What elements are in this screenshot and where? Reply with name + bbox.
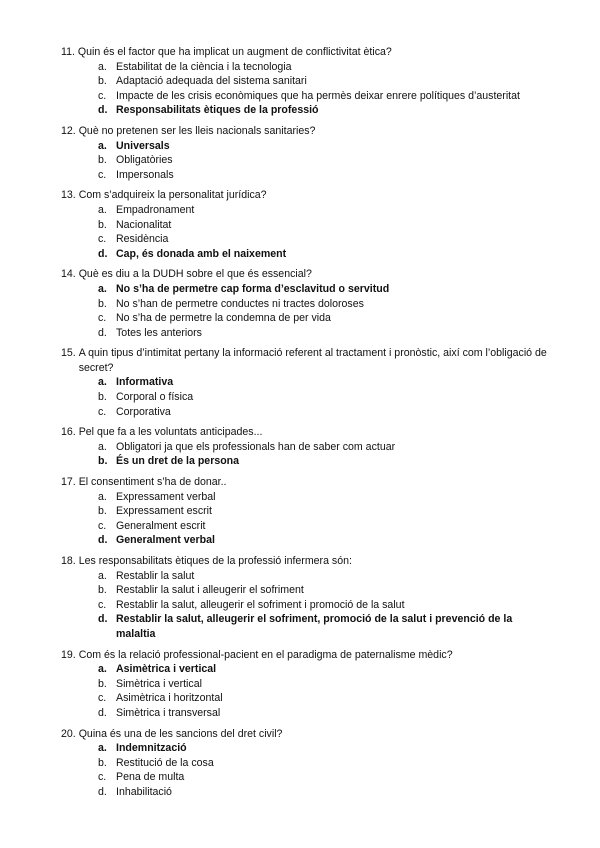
option-letter: a. (98, 569, 107, 582)
option-text: Indemnització (116, 742, 187, 755)
option-letter: d. (98, 104, 108, 117)
option-list (0, 282, 600, 340)
question-15 (0, 346, 600, 419)
option-letter: d. (98, 613, 108, 626)
option-list (0, 662, 600, 720)
option-text: Simètrica i transversal (116, 706, 221, 719)
option (0, 232, 600, 247)
option-correct (0, 375, 600, 390)
question-text: Quina és una de les sancions del dret civil? (78, 727, 283, 740)
option-letter: b. (98, 154, 107, 167)
option-letter: b. (98, 297, 107, 310)
option-letter: c. (98, 89, 107, 102)
option-text: No s’ha de permetre la condemna de per vida (116, 312, 331, 325)
option (0, 756, 600, 771)
question-text: Què es diu a la DUDH sobre el que és essencial? (78, 268, 312, 281)
option (0, 598, 600, 613)
option-text: No s’han de permetre conductes ni tractes doloroses (116, 297, 364, 310)
option-correct (0, 282, 600, 297)
option-correct (0, 139, 600, 154)
option (0, 60, 600, 75)
option-text: Asimètrica i vertical (116, 663, 217, 676)
option (0, 153, 600, 168)
option-letter: c. (98, 168, 107, 181)
question-number: 14. (61, 268, 76, 281)
option-list (0, 440, 600, 469)
option-text: No s’ha de permetre cap forma d’esclavitud o servitud (116, 282, 390, 295)
option-text: Totes les anteriors (116, 326, 202, 339)
question-stem (0, 124, 600, 139)
option-letter: a. (98, 440, 107, 453)
option (0, 311, 600, 326)
question-11 (0, 45, 600, 118)
option (0, 583, 600, 598)
question-12 (0, 124, 600, 182)
option (0, 203, 600, 218)
question-text: Com és la relació professional-pacient en el paradigma de paternalisme mèdic? (78, 648, 453, 661)
option-text: Universals (116, 139, 170, 152)
option-text: Responsabilitats ètiques de la professió (116, 104, 319, 117)
question-17 (0, 475, 600, 548)
option-letter: a. (98, 203, 107, 216)
option-correct (0, 741, 600, 756)
option-text: Residència (116, 233, 169, 246)
option (0, 440, 600, 455)
option-letter: a. (98, 376, 107, 389)
option-correct (0, 454, 600, 469)
option-correct (0, 103, 600, 118)
question-stem (0, 648, 600, 663)
option (0, 504, 600, 519)
option-list (0, 569, 600, 642)
option-correct (0, 533, 600, 548)
question-number: 16. (61, 426, 76, 439)
option-text: Restablir la salut, alleugerir el sofriment i promoció de la salut (116, 598, 405, 611)
option-correct (0, 612, 600, 641)
option-letter: a. (98, 60, 107, 73)
question-stem (0, 475, 600, 490)
option (0, 218, 600, 233)
option-letter: c. (98, 692, 107, 705)
option (0, 519, 600, 534)
question-stem (0, 267, 600, 282)
option-text: Estabilitat de la ciència i la tecnologia (116, 60, 292, 73)
question-number: 15. (61, 347, 76, 360)
question-18 (0, 554, 600, 642)
option-letter: c. (98, 312, 107, 325)
question-stem (0, 188, 600, 203)
option-letter: c. (98, 519, 107, 532)
option (0, 569, 600, 584)
option (0, 74, 600, 89)
option (0, 706, 600, 721)
option-letter: d. (98, 534, 108, 547)
option-text: Generalment verbal (116, 534, 215, 547)
option-text: És un dret de la persona (116, 455, 240, 468)
question-text: A quin tipus d’intimitat pertany la informació referent al tractament i pronòstic, així com l’obligació de secret? (78, 347, 547, 374)
option (0, 297, 600, 312)
option (0, 326, 600, 341)
option-letter: d. (98, 326, 107, 339)
option-text: Informativa (116, 376, 174, 389)
option-letter: d. (98, 706, 107, 719)
option-text: Restitució de la cosa (116, 756, 214, 769)
option-text: Simètrica i vertical (116, 677, 202, 690)
option-letter: b. (98, 455, 108, 468)
option-letter: b. (98, 756, 107, 769)
question-stem (0, 425, 600, 440)
question-20 (0, 727, 600, 800)
option-text: Obligatòries (116, 154, 173, 167)
question-13 (0, 188, 600, 261)
question-16 (0, 425, 600, 469)
option (0, 677, 600, 692)
option-letter: d. (98, 247, 108, 260)
option-text: Expressament verbal (116, 490, 216, 503)
question-stem (0, 346, 600, 375)
option (0, 390, 600, 405)
option-text: Restablir la salut (116, 569, 195, 582)
option-text: Restablir la salut i alleugerir el sofriment (116, 584, 304, 597)
option-text: Cap, és donada amb el naixement (116, 247, 287, 260)
question-number: 12. (61, 124, 76, 137)
question-number: 18. (61, 555, 76, 567)
option (0, 405, 600, 420)
option (0, 89, 600, 104)
option-letter: a. (98, 663, 107, 676)
question-14 (0, 267, 600, 340)
option-list (0, 741, 600, 799)
option-letter: b. (98, 218, 107, 231)
option-list (0, 490, 600, 548)
option-letter: c. (98, 771, 107, 784)
option (0, 168, 600, 183)
question-number: 17. (61, 476, 76, 489)
question-stem (0, 45, 600, 60)
option-text: Nacionalitat (116, 218, 172, 231)
option-text: Expressament escrit (116, 505, 212, 518)
option-text: Inhabilitació (116, 785, 172, 798)
option-letter: b. (98, 505, 107, 518)
option (0, 770, 600, 785)
option-text: Asimètrica i horitzontal (116, 692, 223, 705)
option-letter: b. (98, 584, 107, 597)
question-number: 20. (61, 727, 76, 740)
option-letter: c. (98, 405, 107, 418)
question-list (0, 45, 600, 806)
option-list (0, 203, 600, 261)
option-letter: d. (98, 785, 107, 798)
option (0, 691, 600, 706)
option-correct (0, 662, 600, 677)
option-letter: a. (98, 742, 107, 755)
question-text: Què no pretenen ser les lleis nacionals sanitaries? (78, 124, 316, 137)
option-text: Pena de multa (116, 771, 185, 784)
option-letter: a. (98, 139, 107, 152)
option-list (0, 139, 600, 183)
option-correct (0, 247, 600, 262)
option-text: Adaptació adequada del sistema sanitari (116, 75, 307, 88)
question-number: 19. (61, 648, 76, 661)
question-stem (0, 727, 600, 742)
question-stem (0, 554, 600, 569)
option-text: Generalment escrit (116, 519, 206, 532)
option-letter: b. (98, 75, 107, 88)
option-text: Corporativa (116, 405, 171, 418)
question-text: Pel que fa a les voluntats anticipades... (78, 426, 263, 439)
option-letter: b. (98, 391, 107, 404)
question-text: Quin és el factor que ha implicat un augment de conflictivitat ètica? (77, 46, 392, 58)
option-letter: b. (98, 677, 107, 690)
option-letter: a. (98, 490, 107, 503)
option (0, 785, 600, 800)
option-text: Impersonals (116, 168, 174, 181)
option-text: Empadronament (116, 203, 195, 216)
question-number: 13. (61, 189, 76, 202)
option-letter: c. (98, 233, 107, 246)
option-list (0, 60, 600, 118)
option (0, 490, 600, 505)
question-text: El consentiment s’ha de donar.. (78, 476, 227, 489)
option-list (0, 375, 600, 419)
question-text: Com s’adquireix la personalitat jurídica? (78, 189, 267, 202)
option-letter: a. (98, 282, 107, 295)
option-text: Obligatori ja que els professionals han de saber com actuar (116, 440, 396, 453)
option-text: Restablir la salut, alleugerir el sofriment, promoció de la salut i prevenció de la malaltia (116, 613, 513, 640)
option-text: Impacte de les crisis econòmiques que ha permès deixar enrere polítiques d’austeritat (116, 89, 520, 102)
question-19 (0, 648, 600, 721)
question-number: 11. (61, 46, 75, 58)
question-text: Les responsabilitats ètiques de la professió infermera són: (78, 555, 352, 567)
option-letter: c. (98, 598, 107, 611)
option-text: Corporal o física (116, 391, 194, 404)
